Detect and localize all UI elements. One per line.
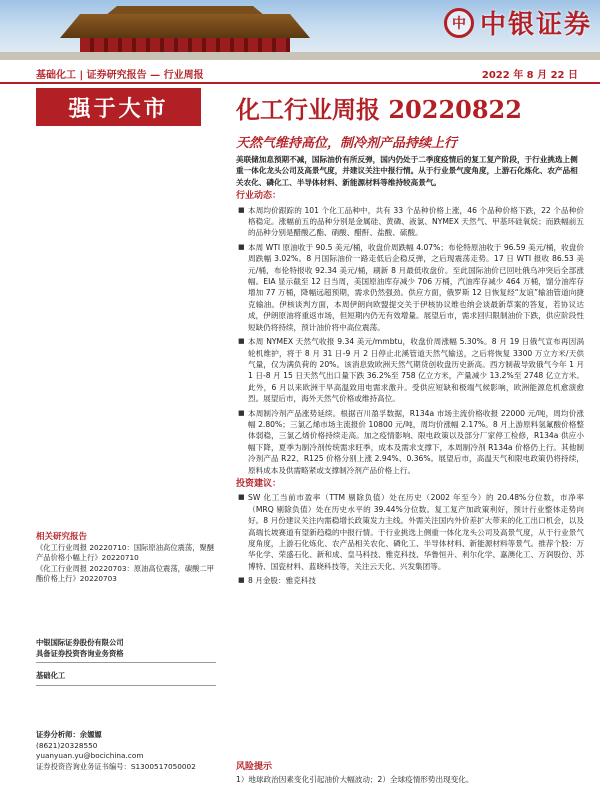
analyst-name: 证券分析师：余嫄嫄 <box>36 730 102 739</box>
analyst-cert: 证券投资咨询业务证书编号：S1300517050002 <box>36 761 196 771</box>
report-title: 化工行业周报 20220822 <box>236 95 522 124</box>
company-qualification: 具备证券投资咨询业务资格 <box>36 648 124 658</box>
divider <box>36 685 216 686</box>
risk-text: 1）地球政治因素变化引起油价大幅波动；2）全球疫情形势出现变化。 <box>236 775 474 784</box>
bullet-icon: ■ <box>238 408 245 417</box>
related-item[interactable]: 《化工行业周报 20220703：原油高位震荡，碳酸二甲酯价格上行》20220703 <box>36 563 215 583</box>
lead-summary: 美联储加息预期不减，国际油价有所反弹，国内仍处于二季度疫情后的复工复产阶段，于行业挑选上侧重一体化龙头公司及高景气度，并建议关注中报行情。从于行业景气度角度，上游石化炼化、农产品相关农化、磷化工、半导体材料、新能源材料等维持较高景气。 <box>236 155 578 187</box>
company-logo <box>444 4 592 41</box>
company-name: 中银国际证券股份有限公司 <box>36 638 124 647</box>
bullet-icon: ■ <box>238 242 245 251</box>
palace-plaza <box>0 52 600 60</box>
invest-item: ■ 8 月金股：雅克科技 <box>238 576 316 586</box>
rating-badge: 强于大市 <box>36 88 201 126</box>
header-banner <box>0 0 600 60</box>
divider <box>36 662 216 663</box>
related-reports <box>36 532 216 585</box>
boc-logo-icon: 中 <box>444 8 474 38</box>
bullet-icon: ■ <box>238 337 245 346</box>
trend-item: ■ 本周 NYMEX 天然气收报 9.34 美元/mmbtu，收盘价周涨幅 5.30%。8 月 19 日俄气宣布再因涡轮机维护，将于 8 月 31 日-9 月 2 日停止北溪管道天然气输送，之后将恢复 3300 万立方米/天供气量，仅为满负荷的 20%。该消息致欧洲天然气期货创收盘历史新高。西方制裁导致俄气今年 1 月 1 日-8 月 15 日天然气出口量下跌 36.2%至 758 亿立方米，产量减少 13.2%至 2748 亿立方米。此外，6 月以来欧洲干旱高温致用电需求激升。受供应短缺和极端气候影响，欧洲能源危机愈演愈烈。展望后市，海外天然气价格或维持高位。 <box>238 337 584 404</box>
invest-item: ■ SW 化工当前市盈率（TTM 剔除负值）处在历史（2002 年至今）的 20.48%分位数，市净率（MRQ 剔除负值）处在历史水平的 39.44%分位数。复工复产加政策利好，预计行业整体走势向好。8 月份建议关注内需稳增长政策发力主线。外需关注国内外价差扩大带来的化工出口机会，以及高端长坡赛道有望新趋稳的中报行情。于行业挑选上侧重一体化龙头公司及高景气度，从于行业景气度角度，上游石化炼化、农产品相关农化、磷化工、半导体材料、新能源材料等景气。推荐个股：万华化学、荣盛石化、新和成、皇马科技、雅克科技、华鲁恒升、利尔化学、嘉澳化工、万润股份、苏博特、国瓷材料、蓝晓科技等，关注云天化、兴发集团等。 <box>238 493 584 571</box>
risk-section <box>236 762 584 785</box>
analyst-info <box>36 730 216 772</box>
company-info <box>36 638 216 686</box>
palace-roof <box>60 14 310 38</box>
trend-item: ■ 本周制冷剂产品涨势延续。根据百川盈孚数据，R134a 市场主流价格收报 22000 元/吨，周均价涨幅 2.80%；三氯乙烯市场主流报价 10800 元/吨，周均价涨幅 2.17%。8 月上游原料氢氟酸价格整体弱稳，三氯乙烯价格持续走高。加之疫情影响、限电政策以及部分厂家停工检修，R134a 供应小幅下降，夏季为制冷剂传统需求旺季，成本及需求支撑下，本周制冷剂 R134a 价格仍上行。其他制冷剂产品 R22、R125 价格分别上涨 2.94%、0.36%。展望后市，高温天气和限电政策仍将持续，原料成本及供需略紧或支撑制冷剂产品价格上行。 <box>238 408 584 475</box>
analyst-phone: (8621)20328550 <box>36 740 98 750</box>
risk-heading: 风险提示 <box>236 762 273 772</box>
report-category: 基础化工 | 证券研究报告 — 行业周报 <box>36 70 204 81</box>
section-invest-heading: 投资建议： <box>236 478 282 489</box>
analyst-email[interactable]: yuanyuan.yu@bocichina.com <box>36 751 144 760</box>
bullet-icon: ■ <box>238 576 245 585</box>
sector-label: 基础化工 <box>36 671 66 680</box>
related-item[interactable]: 《化工行业周报 20220710：国际原油高位震荡，聚醚产品价格小幅上行》20220710 <box>36 542 215 562</box>
logo-text: 中银证券 <box>479 10 592 40</box>
section-trends-heading: 行业动态： <box>236 191 282 202</box>
main-content <box>236 154 584 590</box>
report-subtitle: 天然气维持高位，制冷剂产品持续上行 <box>236 136 458 151</box>
trend-item: ■ 本周 WTI 原油收于 90.5 美元/桶，收盘价周跌幅 4.07%；布伦特原油收于 96.59 美元/桶，收盘价周跌幅 3.02%。8 月国际油价一路走低后企稳反弹，之后现震荡走势。17 日 WTI 报收 86.53 美元/桶，布伦特报收 92.34 美元/桶，刷新 8 月最低收盘价。至此国际油价已回吐俄乌冲突后全部涨幅。EIA 显示截至 12 日当周，美国原油库存减少 706 万桶，汽油库存减少 464 万桶，馏分油库存增加 77 万桶，降幅远超预期，需求仍然强劲。供应方面，俄罗斯 12 日恢复经“友谊”输油管道向捷克输油。伊核谈判方面，本周伊朗向欧盟提交关于伊核协议维也纳会谈最新草案的答复，若协议达成，伊朗原油将重返市场，但短期内仍无有效增量。展望后市，需求回归限制油价下跌，供应阶段性短缺仍将持续，预计油价将中高位震荡。 <box>238 242 584 332</box>
trend-item: ■ 本周均价跟踪的 101 个化工品种中，共有 33 个品种价格上涨，46 个品种价格下跌，22 个品种价格稳定。涨幅前五的品种分别是金属硅、黄磷、液氯、NYMEX 天然气、甲基环硅氧烷；而跌幅前五的品种分别是醋酸乙酯、硝酸、醋酐、盐酸、硫酸。 <box>238 205 584 238</box>
sub-header <box>0 62 600 84</box>
related-heading: 相关研究报告 <box>36 532 88 542</box>
bullet-icon: ■ <box>238 205 245 214</box>
report-date: 2022 年 8 月 22 日 <box>481 70 578 81</box>
bullet-icon: ■ <box>238 493 245 502</box>
